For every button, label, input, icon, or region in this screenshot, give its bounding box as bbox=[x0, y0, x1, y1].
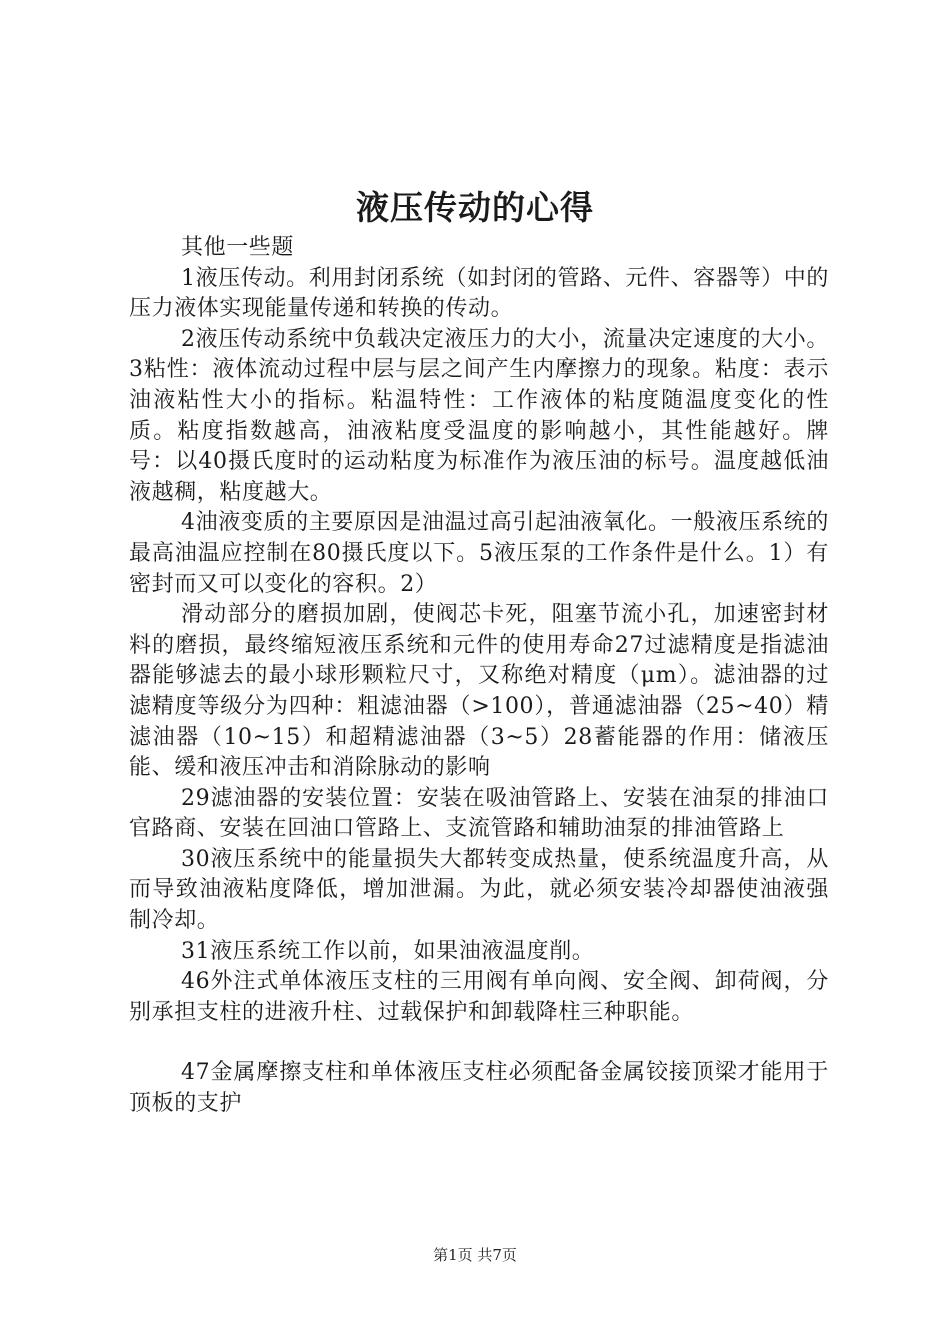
document-title: 液压传动的心得 bbox=[356, 188, 594, 227]
paragraph: 其他一些题 bbox=[181, 235, 295, 260]
paragraph: 47金属摩擦支柱和单体液压支柱必须配备金属铰接顶梁才能用于顶板的支护 bbox=[129, 1060, 829, 1117]
paragraph: 29滤油器的安装位置：安装在吸油管路上、安装在油泵的排油口官路商、安装在回油口管路上、支流管路和辅助油泵的排油管路上 bbox=[129, 785, 829, 842]
paragraph: 1液压传动。利用封闭系统（如封闭的管路、元件、容器等）中的压力液体实现能量传递和转换的传动。 bbox=[129, 265, 829, 322]
paragraph: 4油液变质的主要原因是油温过高引起油液氧化。一般液压系统的最高油温应控制在80摄氏度以下。5液压泵的工作条件是什么。1）有密封而又可以变化的容积。2） bbox=[129, 510, 829, 597]
paragraph: 31液压系统工作以前，如果油液温度削。 bbox=[181, 938, 595, 964]
paragraph: 2液压传动系统中负载决定液压力的大小，流量决定速度的大小。3粘性：液体流动过程中层与层之间产生内摩擦力的现象。粘度：表示油液粘性大小的指标。粘温特性：工作液体的粘度随温度变化的性质。粘度指数越高，油液粘度受温度的影响越小，其性能越好。牌号：以40摄氏度时的运动粘度为标准作为液压油的标号。温度越低油液越稠，粘度越大。 bbox=[129, 326, 829, 505]
paragraph: 滑动部分的磨损加剧，使阀芯卡死，阻塞节流小孔，加速密封材料的磨损，最终缩短液压系统和元件的使用寿命27过滤精度是指滤油器能够滤去的最小球形颗粒尺寸，又称绝对精度（μm）。滤油器的过滤精度等级分为四种：粗滤油器（>100），普通滤油器（25~40）精滤油器（10~15）和超精滤油器（3~5）28蓄能器的作用：储液压能、缓和液压冲击和消除脉动的影响 bbox=[129, 602, 829, 781]
paragraph: 46外注式单体液压支柱的三用阀有单向阀、安全阀、卸荷阀，分别承担支柱的进液升柱、过载保护和卸载降柱三种职能。 bbox=[129, 969, 829, 1025]
document-body bbox=[129, 233, 829, 1120]
page-number-footer: 第1页 共7页 bbox=[433, 1246, 517, 1264]
paragraph: 30液压系统中的能量损失大都转变成热量，使系统温度升高，从而导致油液粘度降低，增加泄漏。为此，就必须安装冷却器使油液强制冷却。 bbox=[129, 846, 829, 934]
